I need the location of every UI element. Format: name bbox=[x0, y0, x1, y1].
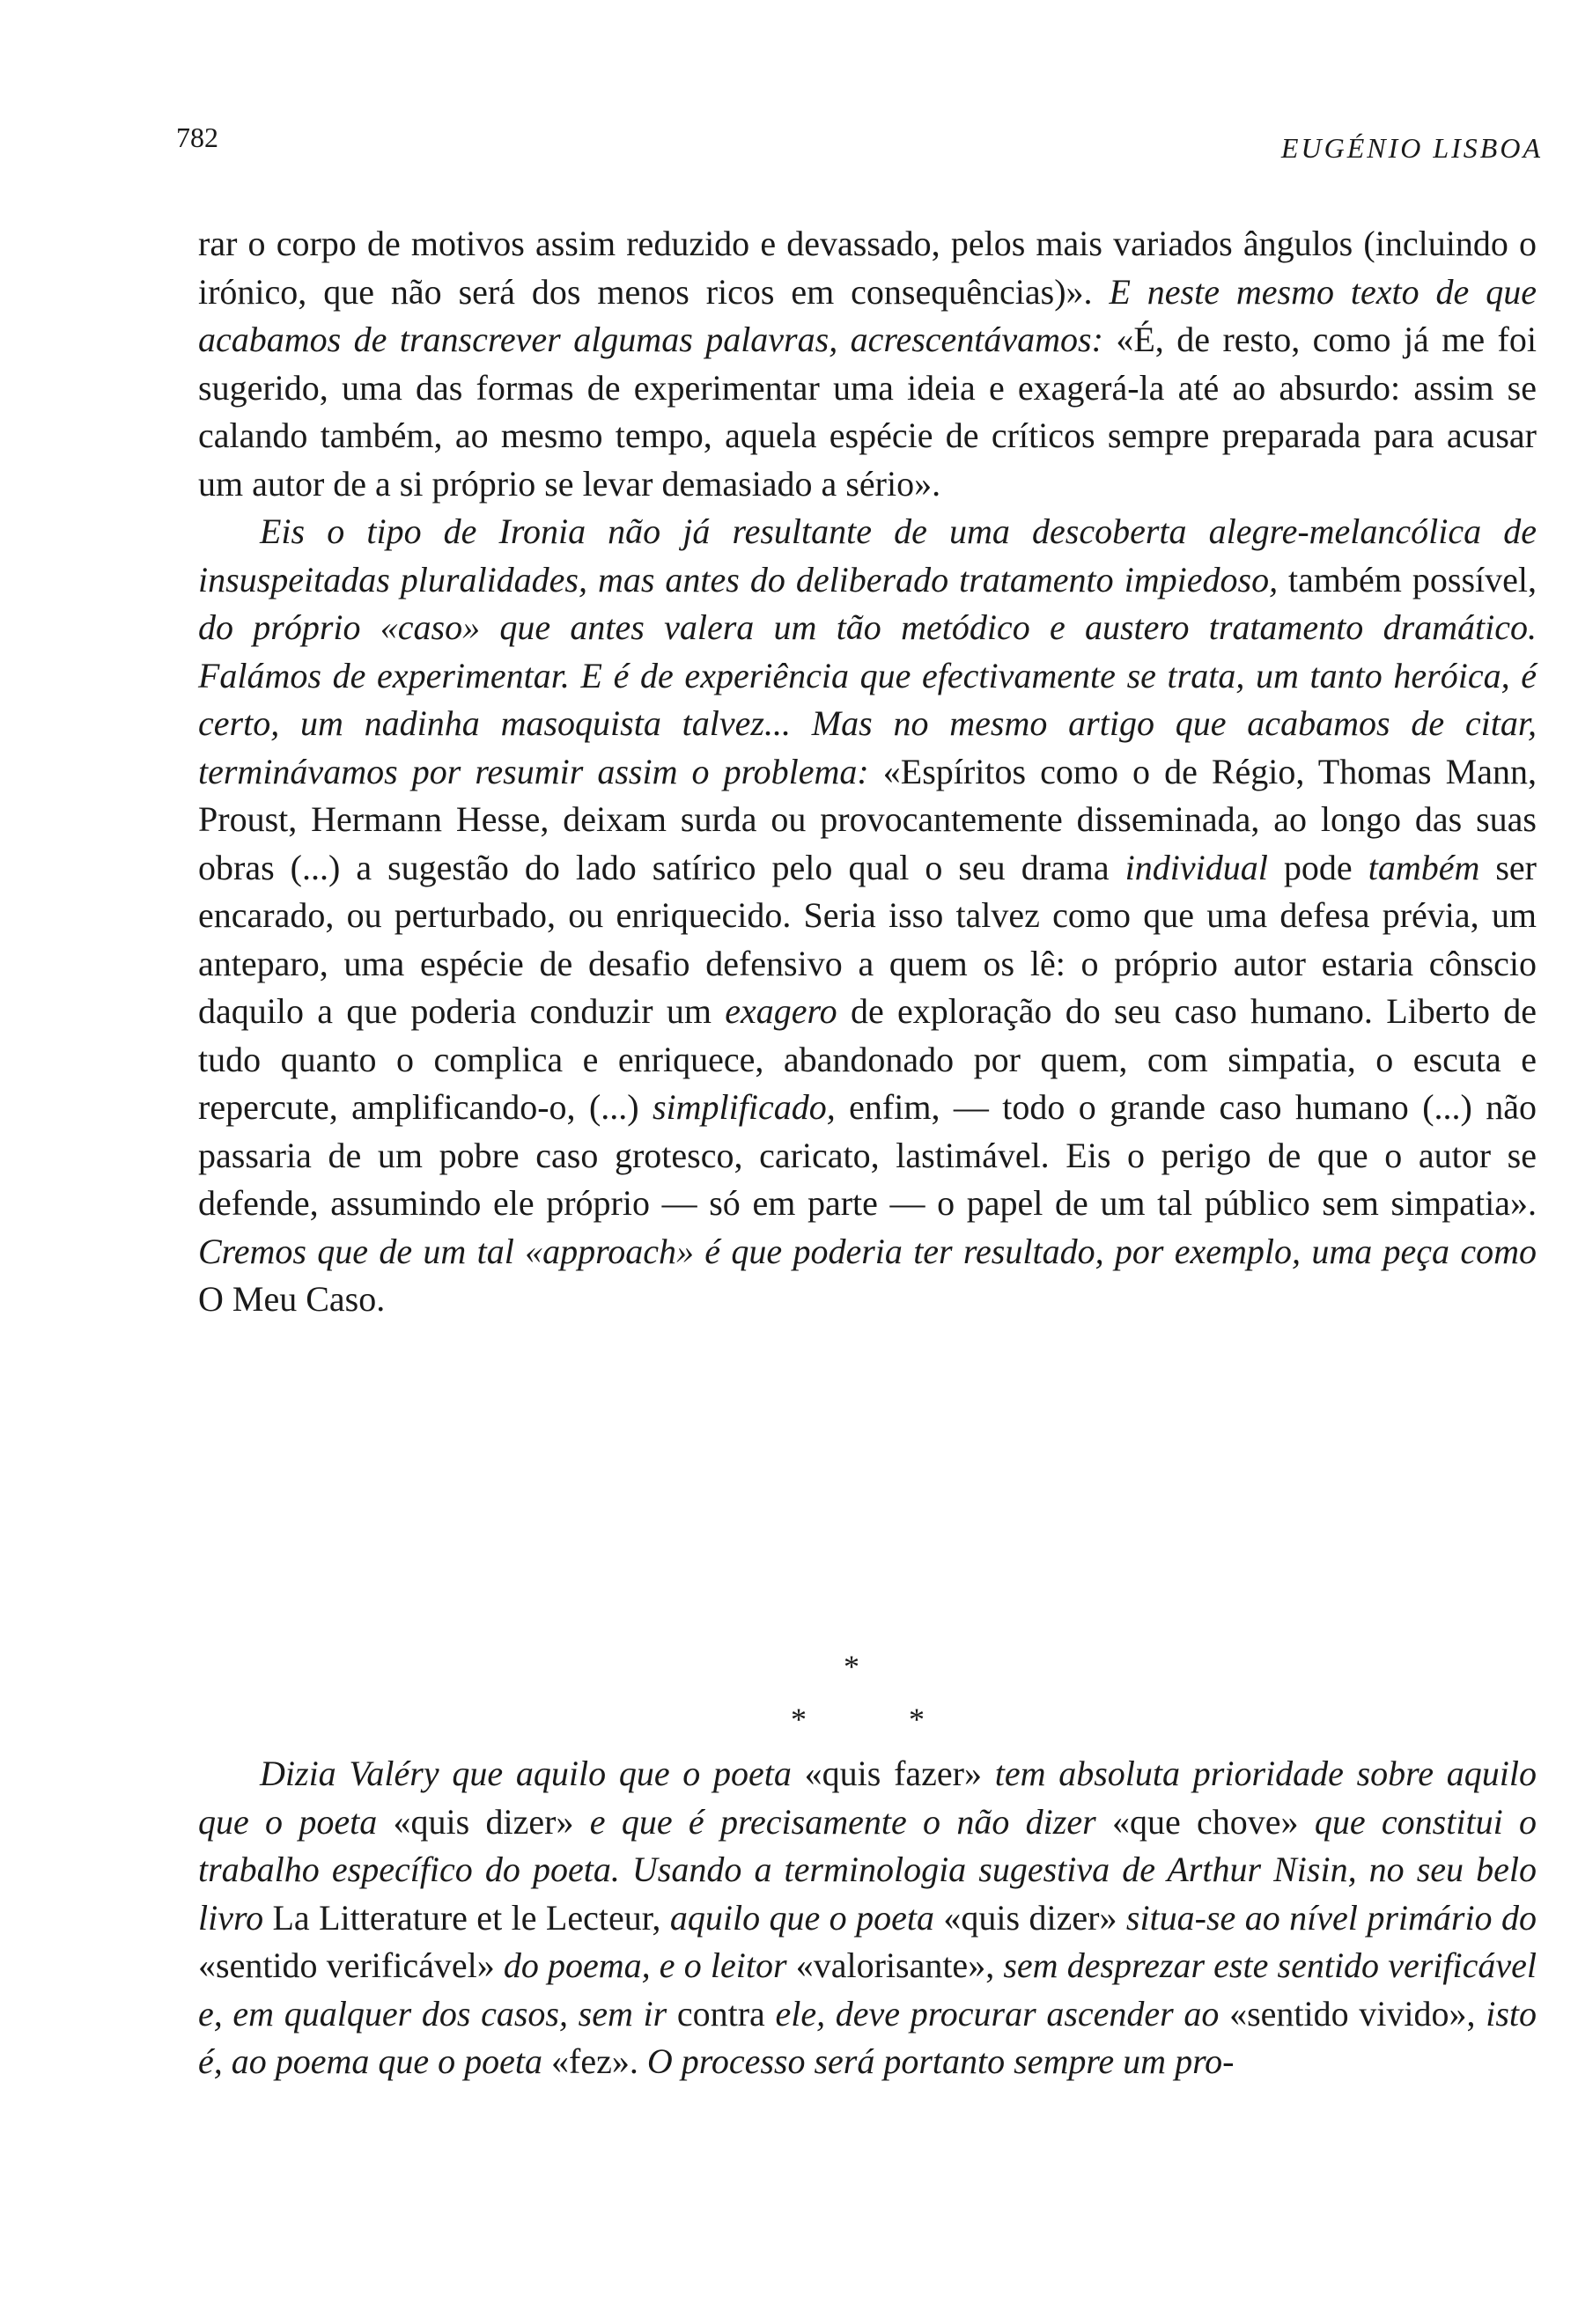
paragraph-3-text: «que chove» bbox=[1095, 1801, 1315, 1842]
paragraph-3-italic: do poema, e o leitor bbox=[503, 1945, 787, 1985]
section-break-asterism bbox=[757, 1648, 933, 1754]
paragraph-3-italic: sem desprezar este sentido verificável e, em qualquer dos casos, sem ir bbox=[198, 1945, 1537, 2034]
asterisk-left: * bbox=[791, 1702, 807, 1737]
main-text-block bbox=[198, 220, 1537, 1324]
paragraph-3-text: «fez». bbox=[542, 2041, 647, 2081]
paragraph-3-text: contra bbox=[667, 1993, 776, 2034]
paragraph-3-text: «quis fazer» bbox=[791, 1754, 995, 1793]
paragraph-3-italic: Dizia Valéry que aquilo que o poeta bbox=[260, 1754, 792, 1793]
paragraph-3-text: «sentido verificável» bbox=[198, 1945, 504, 1985]
paragraph-1-italic: E neste mesmo texto de que acabamos de transcrever algumas palavras, acrescentávamos: bbox=[198, 271, 1537, 359]
paragraph-2-italic: exagero bbox=[725, 991, 837, 1031]
page-number: 782 bbox=[176, 121, 218, 153]
paragraph-3-text: «sentido vivido», bbox=[1219, 1993, 1486, 2034]
paragraph-3-italic: tem absoluta prioridade sobre aquilo que o poeta bbox=[198, 1754, 1537, 1842]
paragraph-1 bbox=[198, 220, 1537, 508]
asterisk-top: * bbox=[844, 1649, 859, 1684]
paragraph-1-text: «É, de resto, como já me foi sugerido, uma das formas de experimentar uma ideia e exagerá-la até ao absurdo: assim se calando também, ao mesmo tempo, aquela espécie de críticos sempre preparada para acusar um autor de a si próprio se levar demasiado a sério». bbox=[198, 320, 1537, 504]
paragraph-3-text: «valorisante», bbox=[786, 1945, 1004, 1985]
paragraph-2-text: pode bbox=[1267, 847, 1368, 887]
paragraph-3-text: «quis dizer» bbox=[377, 1801, 590, 1842]
running-head: EUGÉNIO LISBOA bbox=[1280, 132, 1543, 164]
paragraph-2-italic: individual bbox=[1125, 847, 1268, 887]
paragraph-2-text: «Espíritos como o de Régio, Thomas Mann, Proust, Hermann Hesse, deixam surda ou provocantemente disseminada, ao longo das suas obras (...) a sugestão do lado satírico pelo qual o seu drama bbox=[198, 751, 1537, 887]
paragraph-3-text: «quis dizer» bbox=[933, 1897, 1126, 1938]
paragraph-3-text: La Litterature et le Lecteur, bbox=[263, 1897, 670, 1938]
paragraph-2-italic: Eis o tipo de Ironia não já resultante de uma descoberta alegre-melancólica de insuspeitadas pluralidades, mas antes do deliberado tratamento impiedoso, bbox=[198, 511, 1537, 599]
paragraph-2-italic: simplificado, bbox=[652, 1087, 836, 1127]
paragraph-2-text: também possível, bbox=[1278, 559, 1537, 599]
paragraph-3-italic: situa-se ao nível primário do bbox=[1125, 1897, 1537, 1938]
paragraph-2-text: enfim, — todo o grande caso humano (...) não passaria de um pobre caso grotesco, caricato, lastimável. Eis o perigo de que o autor se defende, assumindo ele próprio — só em parte — o papel de um tal público sem simpatia». bbox=[198, 1087, 1537, 1223]
page-header bbox=[176, 121, 1576, 174]
paragraph-3-italic: que constitui o trabalho específico do poeta. Usando a terminologia sugestiva de Arthur Nisin, no seu belo livro bbox=[198, 1801, 1537, 1938]
second-text-block bbox=[198, 1750, 1537, 2086]
paragraph-3-italic: e que é precisamente o não dizer bbox=[589, 1801, 1096, 1842]
paragraph-3-italic: isto é, ao poema que o poeta bbox=[198, 1993, 1537, 2081]
paragraph-2-italic: também bbox=[1368, 847, 1480, 887]
paragraph-2-text: O Meu Caso. bbox=[198, 1279, 386, 1319]
paragraph-2 bbox=[198, 508, 1537, 1324]
paragraph-2-text: de exploração do seu caso humano. Liberto de tudo quanto o complica e enriquece, abandonado por quem, com simpatia, o escuta e repercute, amplificando-o, (...) bbox=[198, 991, 1537, 1127]
paragraph-3-italic: ele, deve procurar ascender ao bbox=[775, 1993, 1220, 2034]
paragraph-3-italic: aquilo que o poeta bbox=[669, 1897, 934, 1938]
asterisk-right: * bbox=[909, 1702, 925, 1737]
paragraph-1-text: rar o corpo de motivos assim reduzido e devassado, pelos mais variados ângulos (incluindo o irónico, que não será dos menos ricos em consequências)». bbox=[198, 224, 1537, 312]
paragraph-3 bbox=[198, 1750, 1537, 2086]
paragraph-2-text: ser encarado, ou perturbado, ou enriquecido. Seria isso talvez como que uma defesa prévia, um anteparo, uma espécie de desafio defensivo a quem os lê: o próprio autor estaria cônscio daquilo a que poderia conduzir um bbox=[198, 847, 1537, 1031]
paragraph-3-italic: O processo será portanto sempre um pro- bbox=[646, 2041, 1235, 2081]
paragraph-2-italic: do próprio «caso» que antes valera um tão metódico e austero tratamento dramático. Falámos de experimentar. E é de experiência que efectivamente se trata, um tanto heróica, é certo, um nadinha masoquista talvez... Mas no mesmo artigo que acabamos de citar, terminávamos por resumir assim o problema: bbox=[198, 607, 1537, 791]
paragraph-2-italic: Cremos que de um tal «approach» é que poderia ter resultado, por exemplo, uma peça como bbox=[198, 1231, 1537, 1271]
